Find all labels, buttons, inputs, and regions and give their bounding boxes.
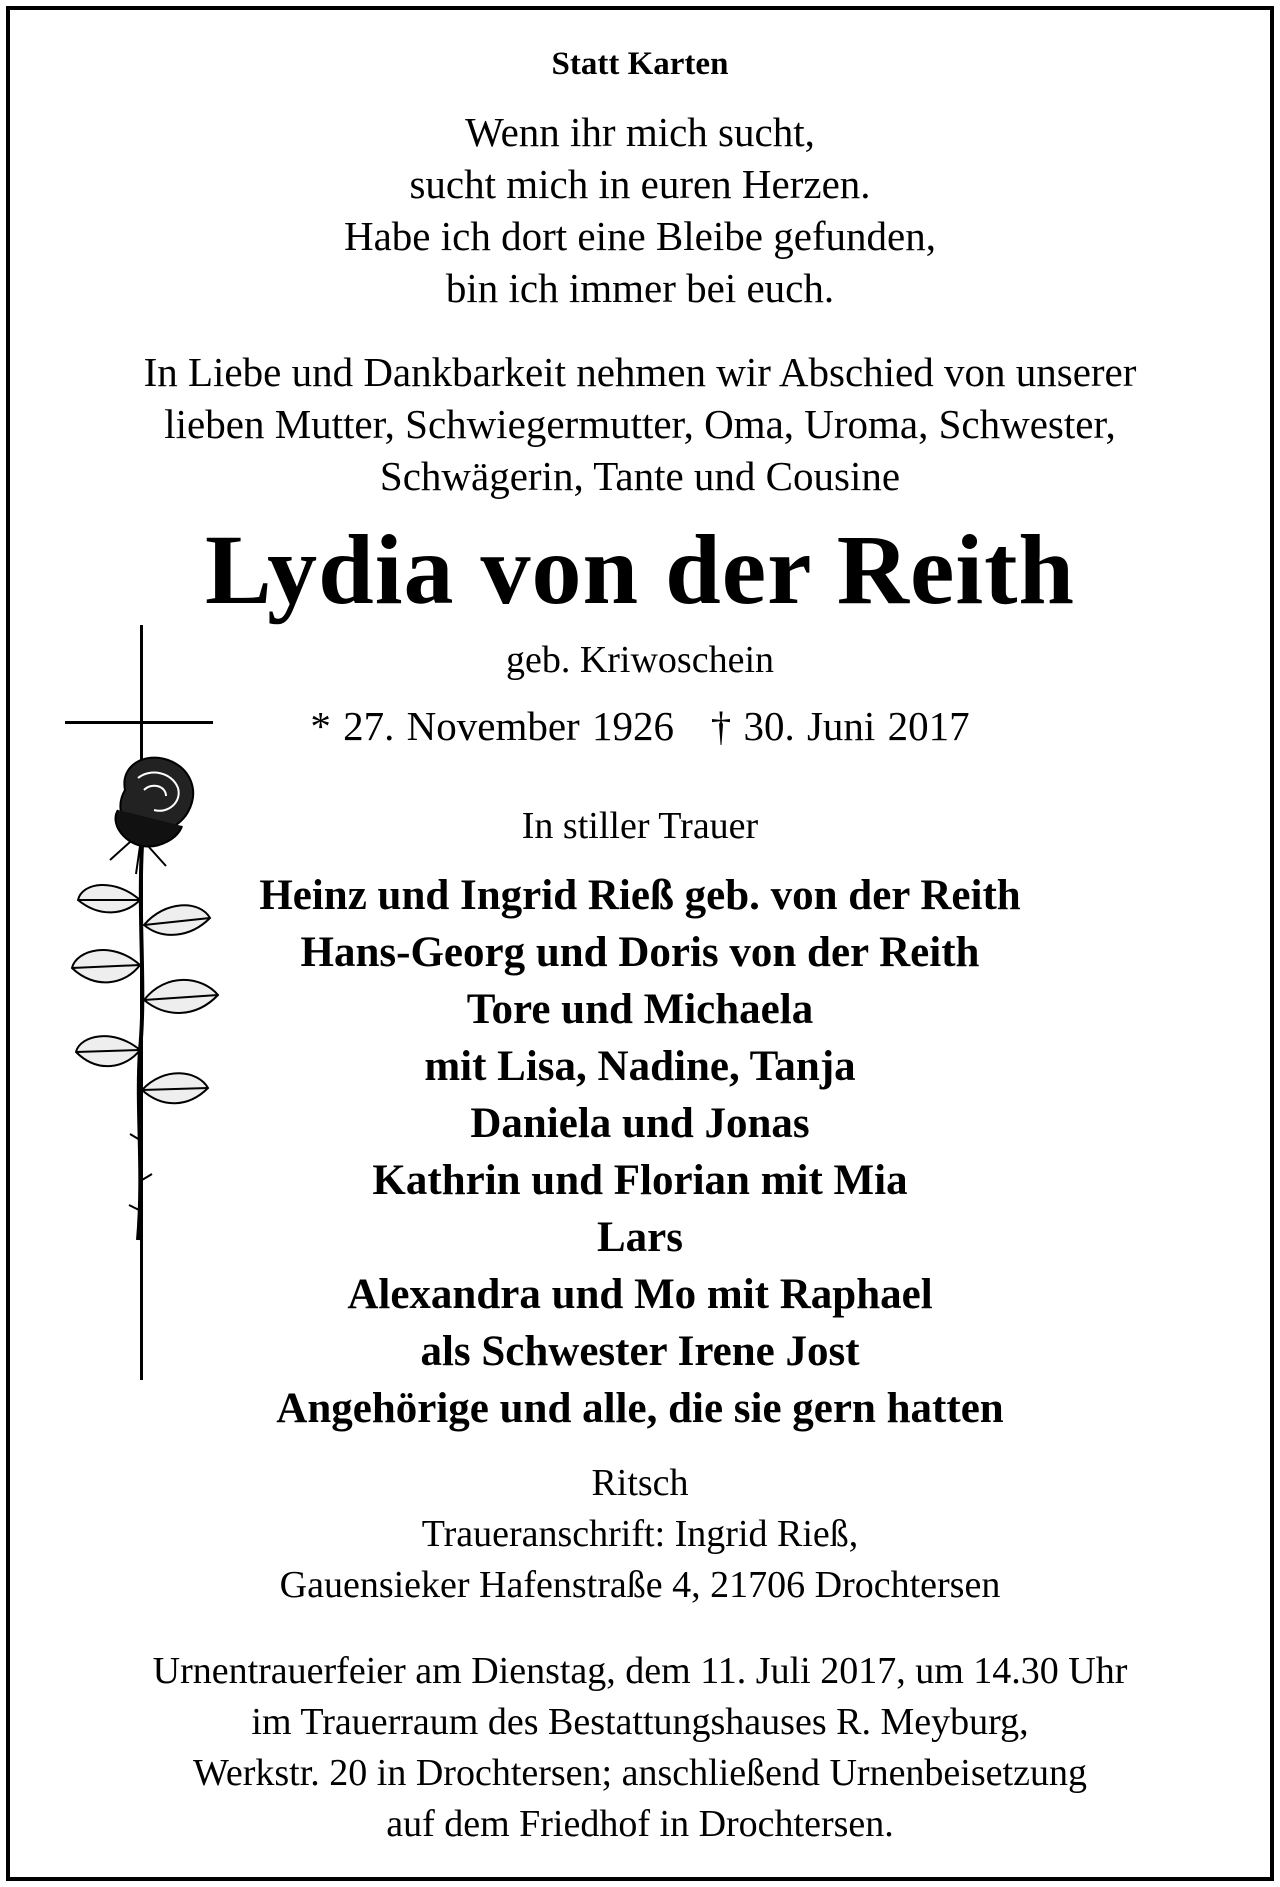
- birth-name: geb. Kriwoschein: [505, 639, 775, 681]
- intro-line: In Liebe und Dankbarkeit nehmen wir Abschied von unserer: [143, 349, 1137, 395]
- family-line: Lars: [597, 1214, 683, 1261]
- farewell-intro: [10, 346, 1270, 502]
- poem: [10, 106, 1270, 314]
- obituary-notice: [6, 6, 1274, 1881]
- family-line: Daniela und Jonas: [470, 1100, 810, 1147]
- ceremony-line: Werkstr. 20 in Drochtersen; anschließend Urnenbeisetzung: [193, 1752, 1087, 1794]
- family-line: Tore und Michaela: [466, 986, 814, 1033]
- intro-line: lieben Mutter, Schwiegermutter, Oma, Uroma, Schwester,: [164, 401, 1116, 447]
- mourning-line: In stiller Trauer: [521, 805, 759, 847]
- poem-line: Habe ich dort eine Bleibe gefunden,: [344, 213, 936, 259]
- family-line: mit Lisa, Nadine, Tanja: [424, 1043, 856, 1090]
- address-line: Ritsch: [591, 1462, 689, 1504]
- family-line: als Schwester Irene Jost: [420, 1328, 860, 1375]
- family-line: Heinz und Ingrid Rieß geb. von der Reith: [259, 872, 1021, 919]
- poem-line: bin ich immer bei euch.: [445, 265, 835, 311]
- intro-line: Schwägerin, Tante und Cousine: [379, 453, 901, 499]
- family-line: Kathrin und Florian mit Mia: [372, 1157, 908, 1204]
- rose-icon: [70, 750, 225, 1250]
- family-line: Hans-Georg und Doris von der Reith: [300, 929, 980, 976]
- address-line: Gauensieker Hafenstraße 4, 21706 Drochtersen: [279, 1564, 1001, 1606]
- family-line: Angehörige und alle, die sie gern hatten: [276, 1385, 1004, 1432]
- address-line: Traueranschrift: Ingrid Rieß,: [421, 1513, 859, 1555]
- ceremony-line: auf dem Friedhof in Drochtersen.: [386, 1803, 894, 1845]
- death-date: † 30. Juni 2017: [710, 703, 970, 749]
- poem-line: Wenn ihr mich sucht,: [465, 109, 815, 155]
- deceased-name: Lydia von der Reith: [204, 514, 1076, 625]
- ceremony-line: im Trauerraum des Bestattungshauses R. Meyburg,: [251, 1701, 1029, 1743]
- mourning-address: [10, 1458, 1270, 1611]
- family-line: Alexandra und Mo mit Raphael: [347, 1271, 933, 1318]
- birth-date: * 27. November 1926: [310, 703, 674, 749]
- ceremony-line: Urnentrauerfeier am Dienstag, dem 11. Juli 2017, um 14.30 Uhr: [152, 1650, 1128, 1692]
- poem-line: sucht mich in euren Herzen.: [409, 161, 871, 207]
- notice-header: Statt Karten: [551, 46, 729, 82]
- ceremony-details: [10, 1646, 1270, 1850]
